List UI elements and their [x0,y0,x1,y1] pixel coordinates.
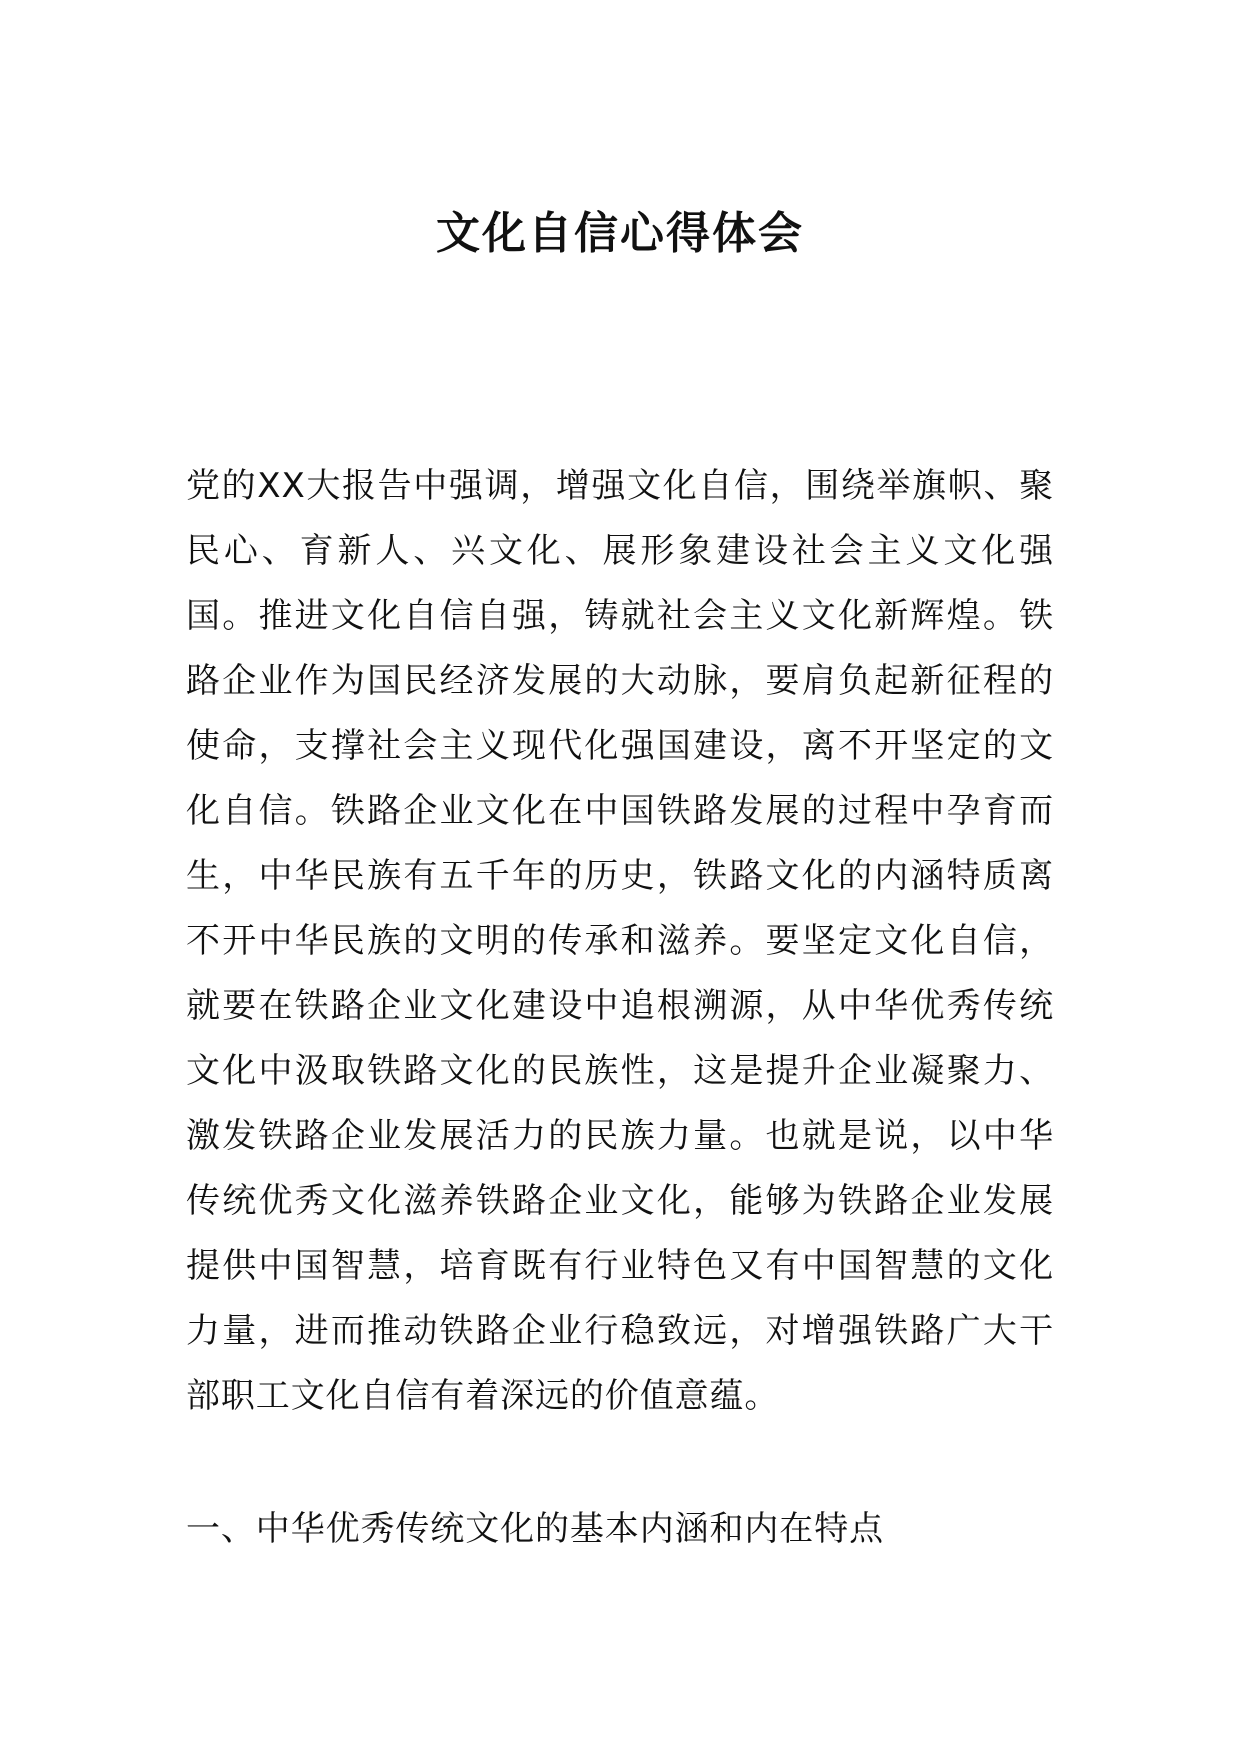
intro-paragraph: 党的XX大报告中强调，增强文化自信，围绕举旗帜、聚民心、育新人、兴文化、展形象建设社会主义文化强国。推进文化自信自强，铸就社会主义文化新辉煌。铁路企业作为国民经济发展的大动脉，要肩负起新征程的使命，支撑社会主义现代化强国建设，离不开坚定的文化自信。铁路企业文化在中国铁路发展的过程中孕育而生，中华民族有五千年的历史，铁路文化的内涵特质离不开中华民族的文明的传承和滋养。要坚定文化自信，就要在铁路企业文化建设中追根溯源，从中华优秀传统文化中汲取铁路文化的民族性，这是提升企业凝聚力、激发铁路企业发展活力的民族力量。也就是说，以中华传统优秀文化滋养铁路企业文化，能够为铁路企业发展提供中国智慧，培育既有行业特色又有中国智慧的文化力量，进而推动铁路企业行稳致远，对增强铁路广大干部职工文化自信有着深远的价值意蕴。 [186,466,1054,1416]
document-title: 文化自信心得体会 [436,208,804,259]
section-heading-1: 一、中华优秀传统文化的基本内涵和内在特点 [186,1509,884,1549]
